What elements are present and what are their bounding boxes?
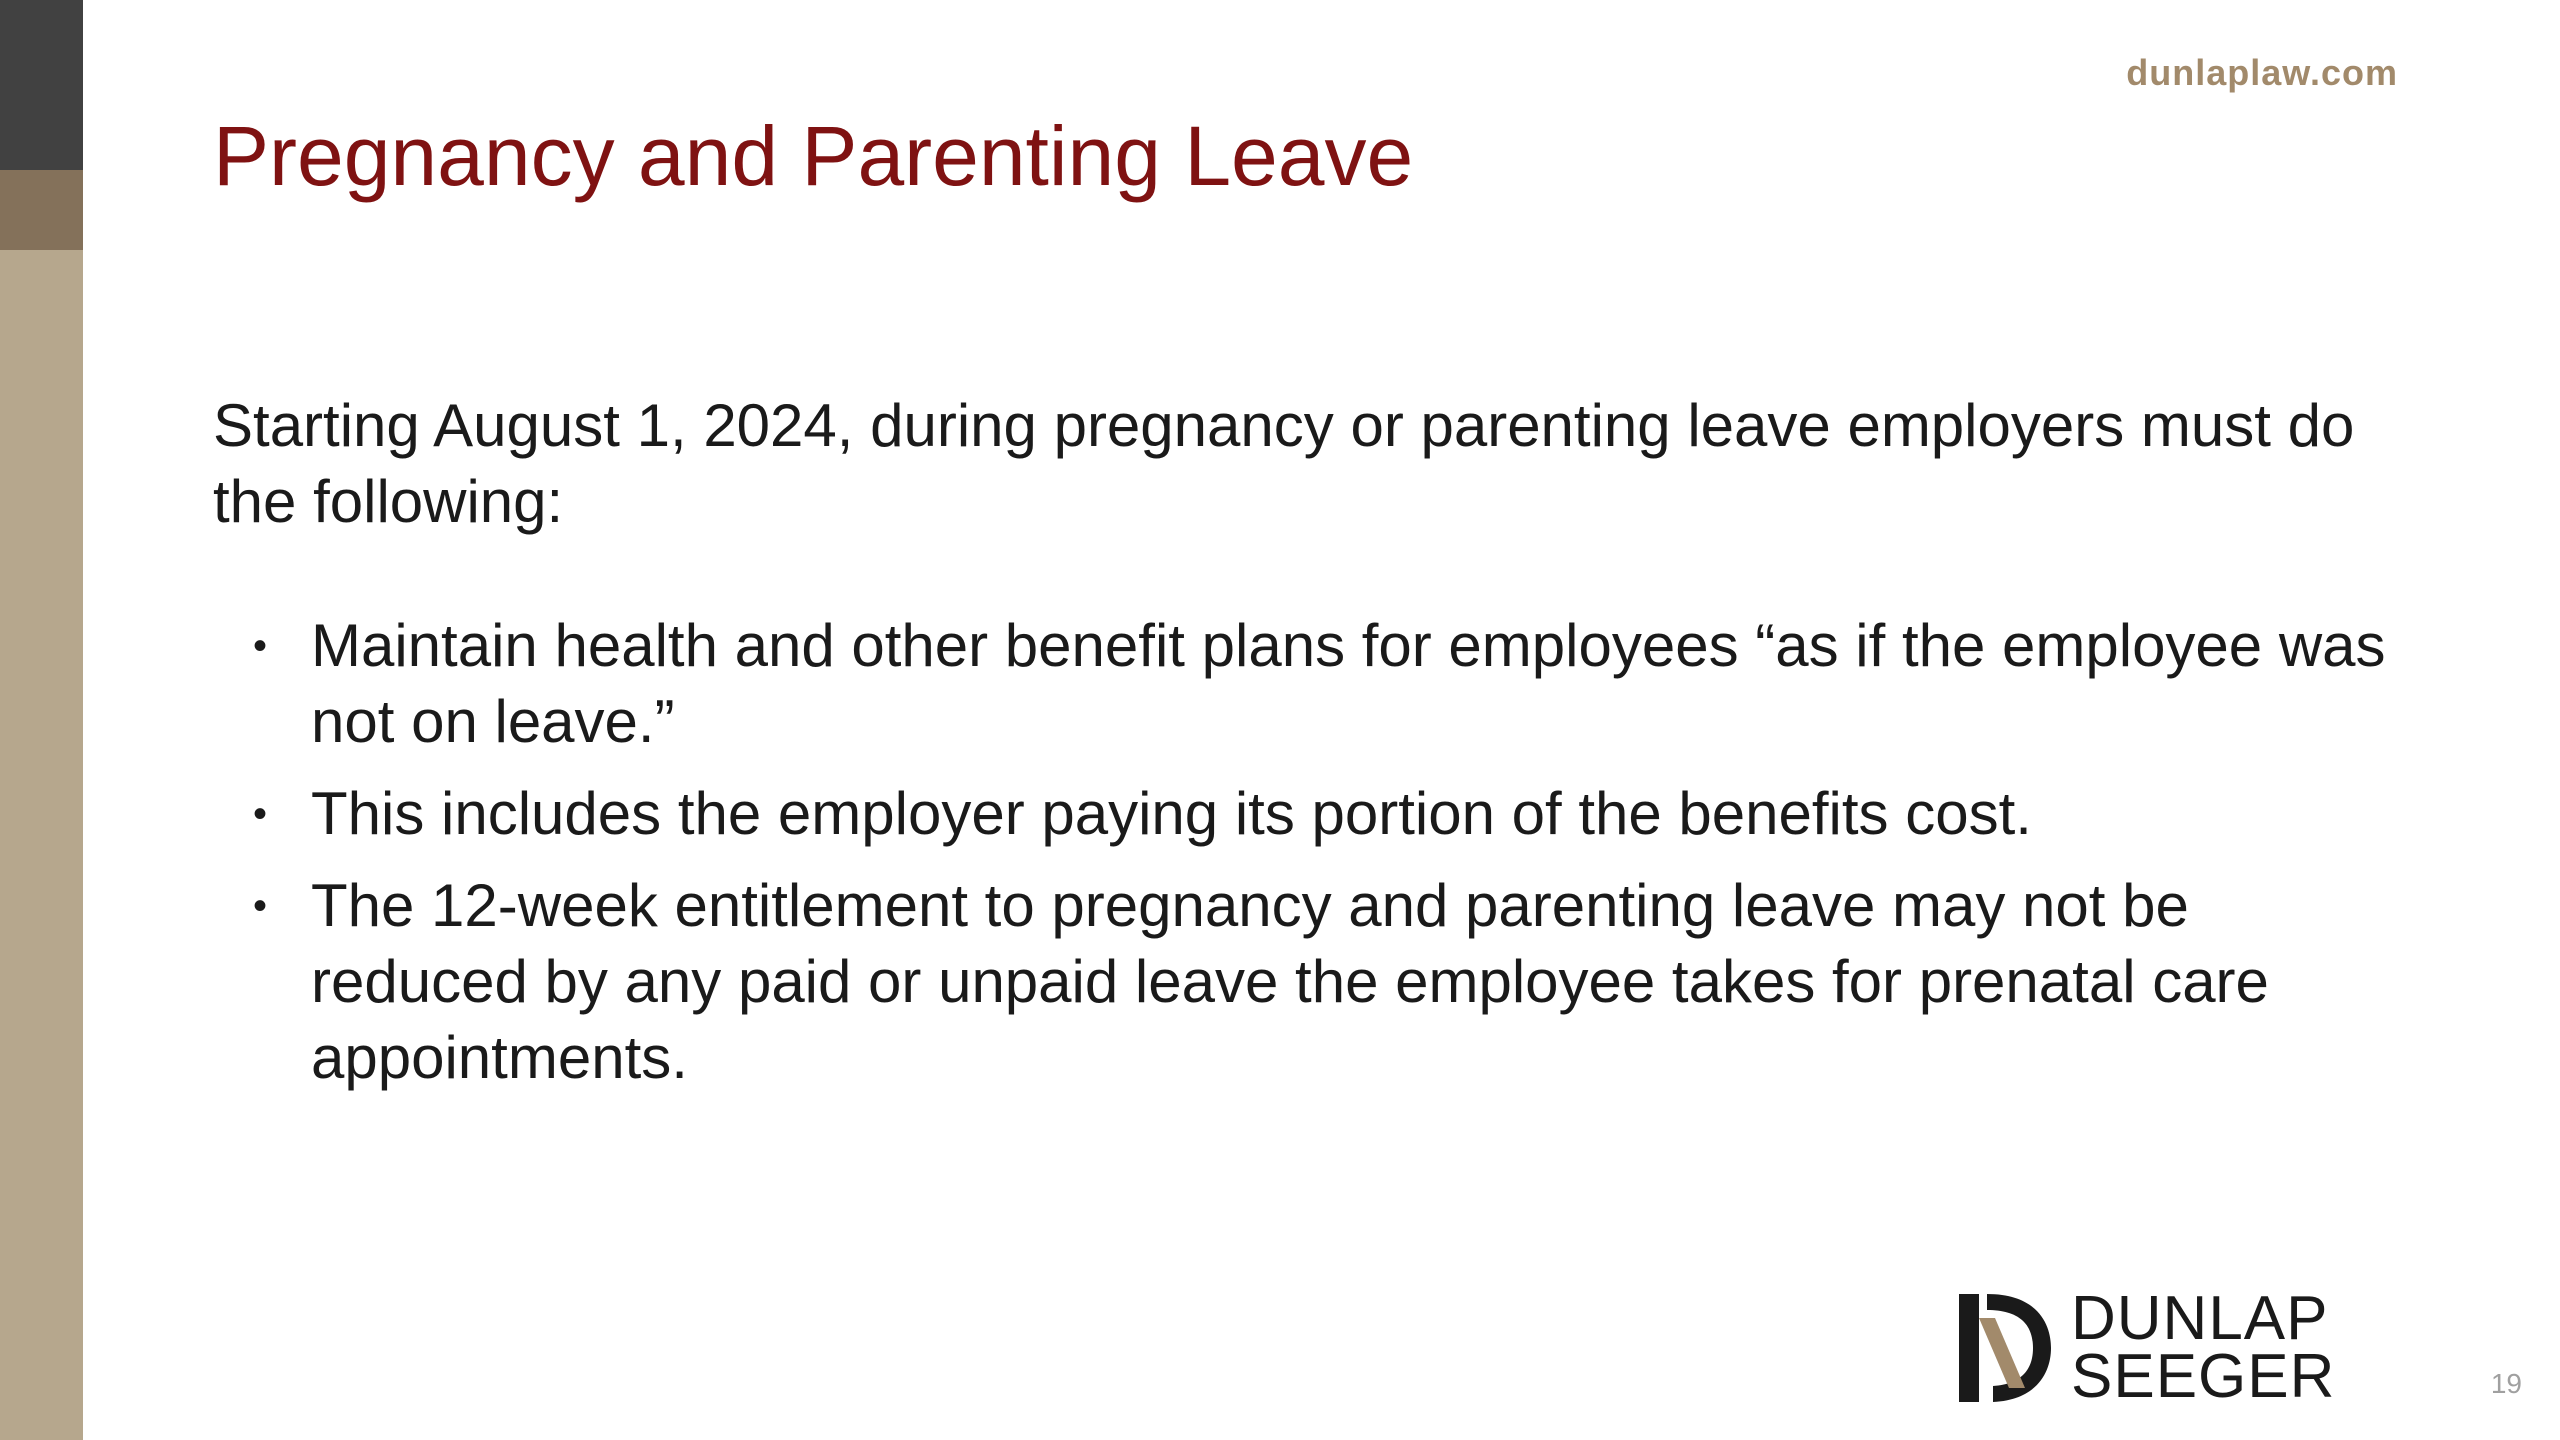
intro-text: Starting August 1, 2024, during pregnancy or parenting leave employers must do the following:	[213, 392, 2355, 535]
page-number: 19	[2490, 1368, 2522, 1399]
bullet-dot-icon: •	[253, 792, 268, 836]
dunlap-seeger-mark-icon	[1953, 1288, 2053, 1408]
bullet-text: This includes the employer paying its portion of the benefits cost.	[311, 780, 2032, 847]
bullet-text: The 12-week entitlement to pregnancy and parenting leave may not be reduced by any paid or unpaid leave the employee takes for prenatal care appointments.	[311, 872, 2269, 1091]
bullet-item	[253, 608, 2393, 760]
slide-content	[213, 388, 2393, 1112]
logo-wordmark-line-1: DUNLAP	[2071, 1284, 2329, 1353]
bullet-dot-icon: •	[253, 884, 268, 928]
sidebar-tan-block	[0, 250, 83, 1440]
logo-wordmark-line-2: SEEGER	[2071, 1342, 2336, 1411]
bullet-list	[213, 608, 2393, 1096]
bullet-item	[253, 776, 2393, 852]
bullet-text: Maintain health and other benefit plans for employees “as if the employee was not on leave.”	[311, 612, 2386, 755]
bullet-dot-icon: •	[253, 624, 268, 668]
site-url: dunlaplaw.com	[2126, 52, 2398, 93]
sidebar-dark-block	[0, 0, 83, 170]
company-logo	[1953, 1284, 2413, 1411]
sidebar-brown-block	[0, 170, 83, 250]
bullet-item	[253, 868, 2393, 1096]
slide-title: Pregnancy and Parenting Leave	[213, 109, 1414, 203]
